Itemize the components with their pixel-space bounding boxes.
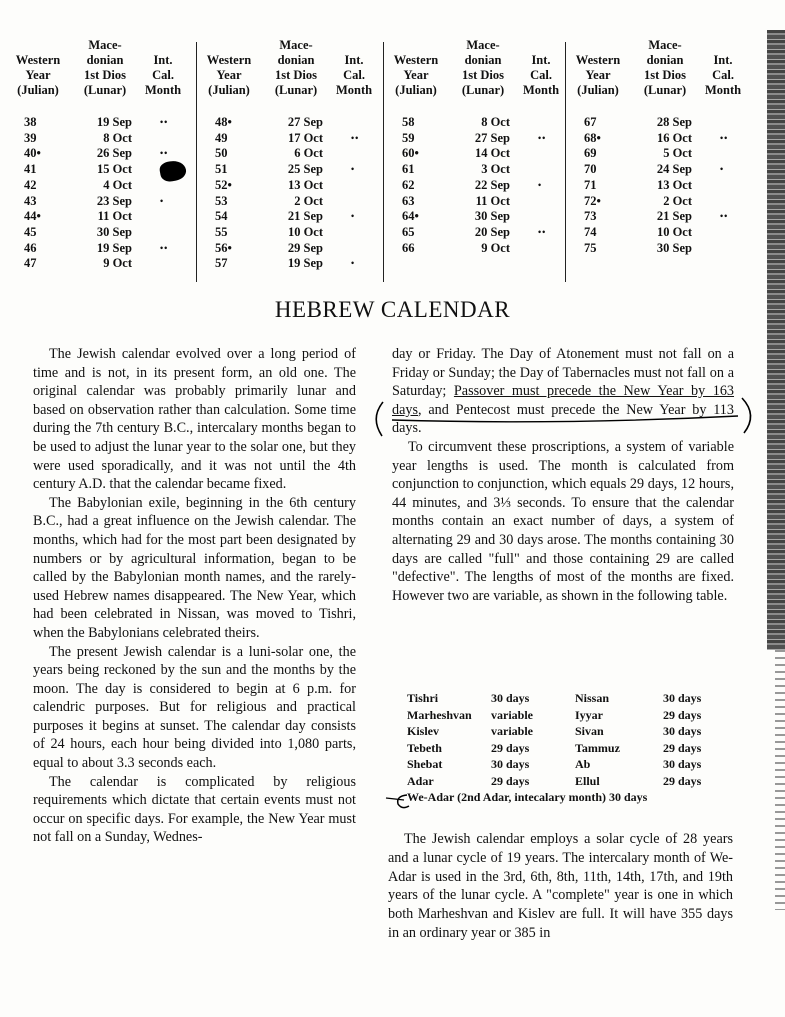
western-year-cell: 58 [402,115,415,129]
western-year-cell: 71 [584,177,597,192]
paragraph: The calendar is complicated by religious requirements which dictate that certain events must not occur on specific days. For example, the New Year must not fall on a Sunday, Wednes- [33,773,356,846]
paragraph: The Babylonian exile, beginning in the 6th century B.C., had a great influence on the Jewish calendar. The months, which had for the most part been designated by numbers or by agricultural information, began to be called by the Babylonian month names, and the rarely-used Hebrew names disappeared. The New Year, which had been celebrated in Nissan, was moved to Tishri, when the Babylonians celebrated theirs. [33,494,356,641]
month-name: Sivan [575,724,604,738]
intercalary-mark-cell: •• [160,117,169,127]
intercalary-mark-cell: •• [720,132,729,143]
western-year-cell: 72• [584,193,601,208]
western-year-cell: 68• [584,130,601,145]
western-year-cell: 39 [24,130,37,145]
macedonian-date-cell: 9 Oct [103,256,132,271]
macedonian-date-cell: 27 Sep [287,115,323,129]
macedonian-date-cell: 10 Oct [287,224,323,239]
month-name: Nissan [575,691,610,705]
western-year-cell: 62 [402,177,415,192]
header-intercalary-month: Int. Cal. Month [335,53,373,97]
macedonian-date-cell: 8 Oct [103,130,132,145]
macedonian-date-cell: 2 Oct [294,193,323,208]
paragraph: To circumvent these proscriptions, a system of variable year lengths is used. The month is calculated from conjunction to conjunction, which equals 29 days, 12 hours, 44 minutes, and 3⅓ seconds. To ensure that the calendar months contain an exact number of days, a system of alternating 29 and 30 days arose. The months containing 30 days are called "full" and those containing 29 are called "defective". The lengths of most of the months are fixed. However two are variable, as shown in the following table. [392,438,734,604]
header-macedonian-date: Mace- donian 1st Dios (Lunar) [461,38,505,97]
right-bracket-mark [742,398,751,433]
macedonian-date-cell: 21 Sep [287,209,323,224]
header-western-year: Western Year (Julian) [15,53,61,97]
macedonian-date-cell: 22 Sep [474,177,510,192]
macedonian-date-cell: 25 Sep [287,162,323,177]
western-year-cell: 63 [402,193,415,208]
intercalary-mark-cell: •• [720,211,729,222]
macedonian-date-cell: 26 Sep [96,146,132,161]
western-year-cell: 65 [402,224,415,239]
month-name: Adar [407,773,434,788]
macedonian-date-cell: 30 Sep [656,240,692,255]
western-year-cell: 74 [584,224,597,239]
western-year-cell: 59 [402,130,415,145]
western-year-cell: 45 [24,224,37,239]
intercalary-month-row: We-Adar (2nd Adar, intecalary month) 30 days [407,790,648,804]
western-year-cell: 54 [215,209,228,224]
macedonian-date-cell: 4 Oct [103,177,132,192]
macedonian-date-cell: 10 Oct [656,224,692,239]
month-length: 30 days [663,724,702,738]
macedonian-date-cell: 21 Sep [656,209,692,224]
macedonian-date-cell: 27 Sep [474,130,510,145]
western-year-cell: 50 [215,146,228,161]
western-year-cell: 47 [24,256,37,271]
month-name: Kislev [407,724,439,738]
underlined-passage: Passover must precede the New Year by 163 days [392,383,735,418]
intercalary-mark-cell: • [160,195,165,206]
header-western-year: Western Year (Julian) [393,53,439,97]
western-year-cell: 51 [215,162,228,177]
western-year-cell: 75 [584,240,597,255]
macedonian-date-cell: 11 Oct [475,193,510,208]
western-year-cell: 66 [402,240,415,255]
macedonian-date-cell: 13 Oct [656,177,692,192]
western-year-cell: 49 [215,130,228,145]
underline-stroke [392,416,738,422]
month-length: 29 days [663,773,702,788]
western-year-cell: 38 [24,115,37,129]
intercalary-mark-cell: •• [160,148,169,159]
page-title: HEBREW CALENDAR [274,297,511,322]
western-year-cell: 64• [402,209,419,224]
month-name: Marheshvan [407,707,472,722]
intercalary-mark-cell: • [351,258,356,269]
macedonian-date-cell: 19 Sep [287,256,323,271]
macedonian-date-cell: 16 Oct [656,130,692,145]
macedonian-date-cell: 24 Sep [656,162,692,177]
intercalary-mark-cell: • [720,164,725,175]
month-length: variable [491,707,533,722]
header-intercalary-month: Int. Cal. Month [522,53,560,97]
western-year-cell: 41 [24,162,37,177]
month-name: Tebeth [407,740,442,755]
header-intercalary-month: Int. Cal. Month [144,53,182,97]
macedonian-date-cell: 14 Oct [474,146,510,161]
header-intercalary-month: Int. Cal. Month [704,53,742,97]
left-bracket-mark [376,402,383,436]
macedonian-date-cell: 9 Oct [481,240,510,255]
month-length: variable [491,724,533,738]
macedonian-date-cell: 5 Oct [663,146,692,161]
macedonian-date-cell: 20 Sep [474,224,510,239]
month-length: 30 days [663,757,702,771]
macedonian-date-cell: 29 Sep [287,240,323,255]
macedonian-date-cell: 13 Oct [287,177,323,192]
macedonian-date-cell: 23 Sep [96,193,132,208]
month-length: 29 days [491,773,530,788]
intercalary-mark-cell: •• [351,132,360,143]
macedonian-date-cell: 8 Oct [481,115,510,129]
month-name: Tammuz [575,740,620,755]
western-year-cell: 67 [584,115,597,129]
western-year-cell: 44• [24,209,41,224]
macedonian-date-cell: 19 Sep [96,240,132,255]
western-year-cell: 52• [215,177,232,192]
month-length: 29 days [491,740,530,755]
macedonian-date-cell: 28 Sep [656,115,692,129]
western-year-cell: 57 [215,256,228,271]
macedonian-date-cell: 2 Oct [663,193,692,208]
month-length: 29 days [663,707,702,722]
western-year-cell: 56• [215,240,232,255]
macedonian-date-cell: 30 Sep [96,224,132,239]
intercalary-mark-cell: • [351,211,356,222]
arrow-mark [398,795,409,808]
text-run: , and Pentecost must precede the New Year by 113 days. [392,401,734,437]
western-year-cell: 69 [584,146,597,161]
western-year-cell: 61 [402,162,415,177]
western-year-cell: 43 [24,193,37,208]
intercalary-mark-cell: •• [160,242,169,253]
western-year-cell: 70 [584,162,597,177]
month-length: 29 days [663,740,702,755]
macedonian-date-cell: 3 Oct [481,162,510,177]
macedonian-date-cell: 15 Oct [96,162,132,177]
western-year-cell: 60• [402,146,419,161]
text-run: day or Friday. The Day of Atonement must not fall on a Friday or Sunday; the Day of Tabernacles must not fall on a Saturday; [392,346,734,400]
month-name: Shebat [407,757,443,771]
intercalary-mark-cell: •• [538,132,547,143]
macedonian-date-cell: 17 Oct [287,130,323,145]
macedonian-date-cell: 11 Oct [97,209,132,224]
macedonian-date-cell: 30 Sep [474,209,510,224]
month-length: 30 days [663,691,702,705]
month-length: 30 days [491,757,530,771]
western-year-cell: 53 [215,193,228,208]
header-macedonian-date: Mace- donian 1st Dios (Lunar) [274,38,318,97]
paragraph: The Jewish calendar evolved over a long period of time and is not, in its present form, an old one. The original calendar was probably primarily lunar and based on observation rather than calculation. Some time during the 7th century B.C., intercalary months began to be used to adjust the lunar year to the solar one, but they were used sporadically, and it was not until the 4th century A.D. that the calendar became fixed. [33,346,356,493]
header-western-year: Western Year (Julian) [575,53,621,97]
intercalary-mark-cell: •• [538,226,547,237]
month-name: Ab [575,757,591,771]
paragraph: The present Jewish calendar is a luni-solar one, the years being reckoned by the sun and the months by the moon. The day is considered to begin at 6 p.m. for calendric purposes. But for religious and practical purposes it begins at sunset. The calendar day consists of 24 hours, each hour being divided into 1,080 parts, equal to about 3.3 seconds each. [33,643,356,772]
month-length: 30 days [491,691,530,705]
header-western-year: Western Year (Julian) [206,53,252,97]
western-year-cell: 73 [584,209,597,224]
intercalary-mark-cell: • [538,179,543,190]
western-year-cell: 42 [24,177,37,192]
intercalary-mark-cell: • [351,164,356,175]
header-macedonian-date: Mace- donian 1st Dios (Lunar) [643,38,687,97]
arrow-shaft [386,798,404,800]
month-name: Ellul [575,773,600,788]
western-year-cell: 48• [215,115,232,129]
macedonian-date-cell: 19 Sep [96,115,132,129]
western-year-cell: 46 [24,240,37,255]
paragraph: The Jewish calendar employs a solar cycle of 28 years and a lunar cycle of 19 years. The intercalary month of We-Adar is used in the 3rd, 6th, 8th, 11th, 14th, 17th, and 19th years of the lunar cycle. A "complete" year is one in which both Marheshvan and Kislev are full. It will have 355 days in an ordinary year or 385 in [388,831,733,941]
macedonian-date-cell: 6 Oct [294,146,323,161]
western-year-cell: 40• [24,146,41,161]
western-year-cell: 55 [215,224,228,239]
header-macedonian-date: Mace- donian 1st Dios (Lunar) [83,38,127,97]
month-name: Tishri [407,691,439,705]
month-name: Iyyar [575,707,603,722]
